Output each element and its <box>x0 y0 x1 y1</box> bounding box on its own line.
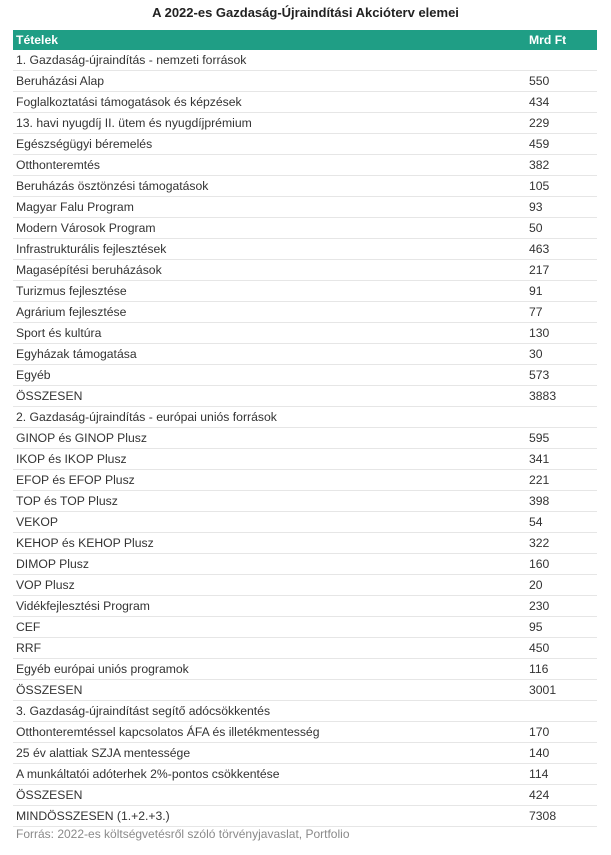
table-row <box>13 701 597 722</box>
table-header-row <box>13 30 597 50</box>
row-label: A munkáltatói adóterhek 2%-pontos csökkentése <box>16 767 280 781</box>
row-label: 3. Gazdaság-újraindítást segítő adócsökkentés <box>16 704 271 718</box>
table-row <box>13 575 597 596</box>
row-label: Agrárium fejlesztése <box>16 305 127 319</box>
row-label: Otthonteremtéssel kapcsolatos ÁFA és illetékmentesség <box>16 725 320 739</box>
row-value: 50 <box>529 221 543 235</box>
table-row <box>13 470 597 491</box>
table-row <box>13 134 597 155</box>
table-row <box>13 617 597 638</box>
table-row <box>13 281 597 302</box>
table-row <box>13 323 597 344</box>
row-label: VOP Plusz <box>16 578 75 592</box>
table-row <box>13 407 597 428</box>
row-value: 114 <box>529 767 549 781</box>
table-row <box>13 512 597 533</box>
table-row <box>13 92 597 113</box>
row-value: 322 <box>529 536 550 550</box>
data-table <box>13 30 597 827</box>
row-label: Egyéb európai uniós programok <box>16 662 189 676</box>
row-label: Turizmus fejlesztése <box>16 284 127 298</box>
row-value: 93 <box>529 200 543 214</box>
row-label: 13. havi nyugdíj II. ütem és nyugdíjprémium <box>16 116 252 130</box>
row-label: ÖSSZESEN <box>16 389 83 403</box>
table-row <box>13 449 597 470</box>
row-value: 230 <box>529 599 550 613</box>
row-value: 170 <box>529 725 550 739</box>
row-label: 25 év alattiak SZJA mentessége <box>16 746 191 760</box>
row-value: 160 <box>529 557 550 571</box>
row-value: 229 <box>529 116 550 130</box>
row-label: ÖSSZESEN <box>16 683 83 697</box>
row-label: DIMOP Plusz <box>16 557 89 571</box>
row-label: IKOP és IKOP Plusz <box>16 452 127 466</box>
table-row <box>13 71 597 92</box>
row-value: 450 <box>529 641 550 655</box>
row-value: 116 <box>529 662 549 676</box>
row-value: 595 <box>529 431 550 445</box>
row-label: Egyéb <box>16 368 51 382</box>
row-label: Otthonteremtés <box>16 158 100 172</box>
row-value: 3883 <box>529 389 557 403</box>
row-label: Infrastrukturális fejlesztések <box>16 242 167 256</box>
row-label: Foglalkoztatási támogatások és képzések <box>16 95 242 109</box>
table-row <box>13 722 597 743</box>
table-row <box>13 554 597 575</box>
table-row <box>13 386 597 407</box>
row-value: 3001 <box>529 683 557 697</box>
row-value: 20 <box>529 578 543 592</box>
row-value: 341 <box>529 452 550 466</box>
row-value: 382 <box>529 158 550 172</box>
table-row <box>13 638 597 659</box>
table-row <box>13 785 597 806</box>
row-label: KEHOP és KEHOP Plusz <box>16 536 154 550</box>
row-value: 95 <box>529 620 543 634</box>
row-label: MINDÖSSZESEN (1.+2.+3.) <box>16 809 170 823</box>
table-row <box>13 218 597 239</box>
row-value: 573 <box>529 368 550 382</box>
table-row <box>13 113 597 134</box>
table-row <box>13 806 597 827</box>
row-label: Modern Városok Program <box>16 221 156 235</box>
row-label: ÖSSZESEN <box>16 788 83 802</box>
row-value: 105 <box>529 179 550 193</box>
table-row <box>13 680 597 701</box>
table-row <box>13 176 597 197</box>
row-value: 463 <box>529 242 550 256</box>
row-label: GINOP és GINOP Plusz <box>16 431 147 445</box>
source-note: Forrás: 2022-es költségvetésről szóló törvényjavaslat, Portfolio <box>16 827 350 841</box>
table-row <box>13 596 597 617</box>
row-label: RRF <box>16 641 42 655</box>
row-value: 217 <box>529 263 550 277</box>
row-value: 30 <box>529 347 543 361</box>
row-label: Egészségügyi béremelés <box>16 137 153 151</box>
row-label: Magasépítési beruházások <box>16 263 162 277</box>
table-row <box>13 239 597 260</box>
row-value: 550 <box>529 74 550 88</box>
row-value: 459 <box>529 137 550 151</box>
row-label: Sport és kultúra <box>16 326 102 340</box>
row-value: 140 <box>529 746 550 760</box>
row-value: 424 <box>529 788 550 802</box>
row-label: 1. Gazdaság-újraindítás - nemzeti források <box>16 53 247 67</box>
row-value: 221 <box>529 473 550 487</box>
table-row <box>13 764 597 785</box>
row-value: 54 <box>529 515 543 529</box>
row-label: TOP és TOP Plusz <box>16 494 118 508</box>
row-value: 91 <box>529 284 543 298</box>
row-label: EFOP és EFOP Plusz <box>16 473 135 487</box>
table-row <box>13 743 597 764</box>
table-row <box>13 302 597 323</box>
row-value: 130 <box>529 326 550 340</box>
row-label: VEKOP <box>16 515 58 529</box>
table-row <box>13 344 597 365</box>
table-row <box>13 533 597 554</box>
row-value: 77 <box>529 305 543 319</box>
table-row <box>13 659 597 680</box>
row-label: Magyar Falu Program <box>16 200 134 214</box>
table-row <box>13 50 597 71</box>
table-body <box>13 50 597 827</box>
header-value: Mrd Ft <box>529 33 567 47</box>
row-label: Beruházási Alap <box>16 74 105 88</box>
table-row <box>13 155 597 176</box>
table-row <box>13 491 597 512</box>
table-row <box>13 260 597 281</box>
row-label: CEF <box>16 620 41 634</box>
table-row <box>13 428 597 449</box>
row-label: Egyházak támogatása <box>16 347 137 361</box>
row-value: 434 <box>529 95 550 109</box>
table-row <box>13 365 597 386</box>
table-row <box>13 197 597 218</box>
row-value: 7308 <box>529 809 557 823</box>
row-label: 2. Gazdaság-újraindítás - európai uniós források <box>16 410 277 424</box>
row-label: Vidékfejlesztési Program <box>16 599 150 613</box>
row-value: 398 <box>529 494 550 508</box>
header-label: Tételek <box>16 33 59 47</box>
row-label: Beruházás ösztönzési támogatások <box>16 179 209 193</box>
chart-title: A 2022-es Gazdaság-Újraindítási Akcióterv elemei <box>152 5 459 20</box>
